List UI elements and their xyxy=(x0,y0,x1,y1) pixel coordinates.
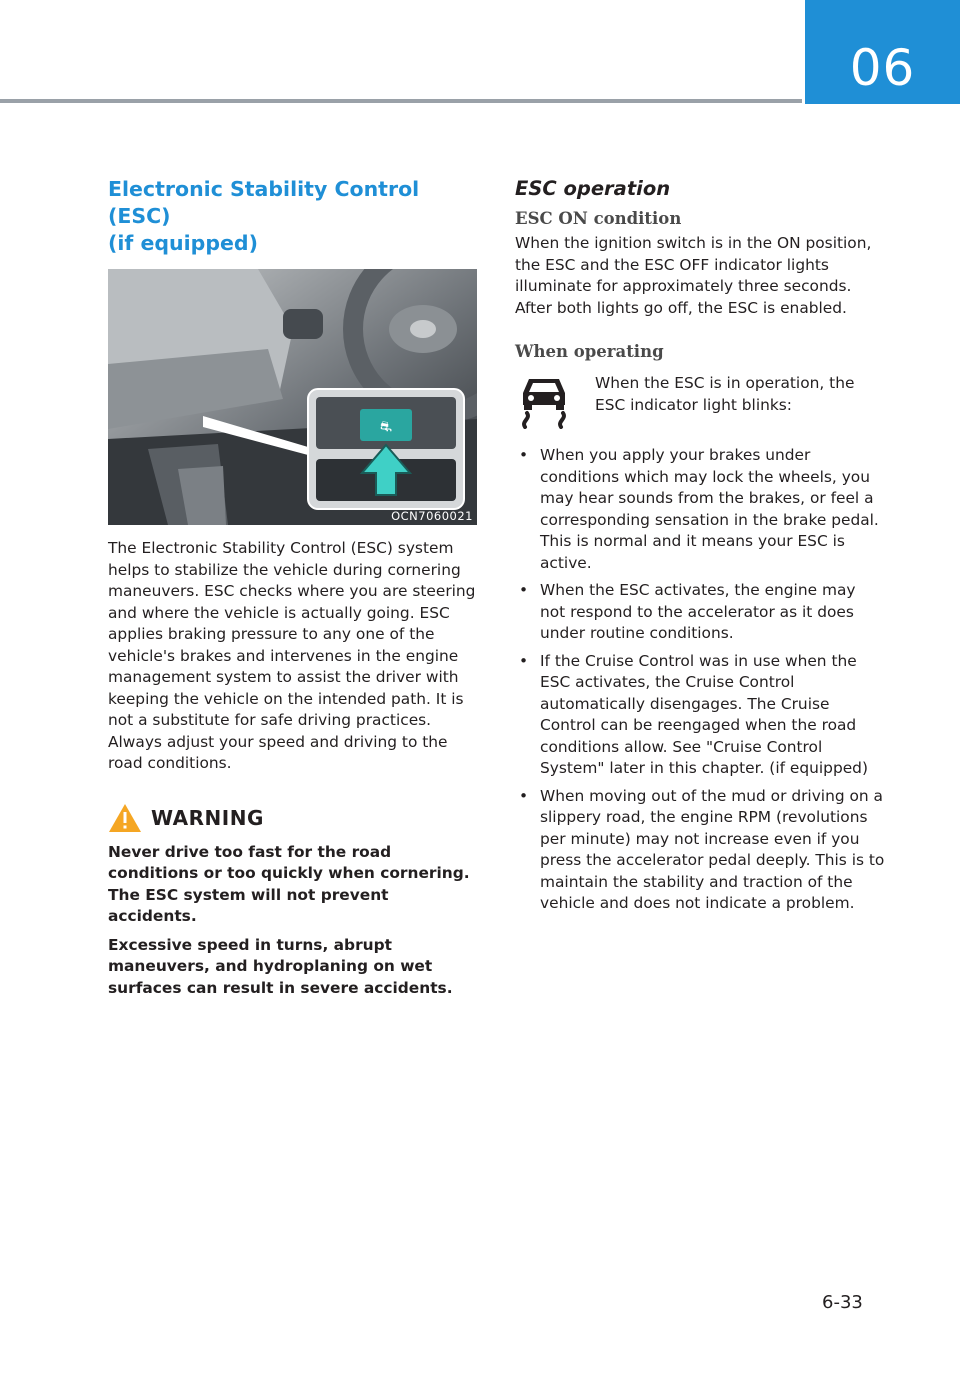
dashboard-illustration xyxy=(108,269,477,525)
list-item: • When you apply your brakes under conditions which may lock the wheels, you may hear sounds from the brakes, or feel a corresponding sensation in the brake pedal. This is normal and it means your ESC is active. xyxy=(515,445,885,574)
figure-code: OCN7060021 xyxy=(391,509,473,523)
warning-header xyxy=(108,803,480,833)
esc-operation-heading: ESC operation xyxy=(515,177,671,200)
esc-button-figure xyxy=(108,269,477,525)
warning-label: WARNING xyxy=(151,805,264,830)
operation-bullets xyxy=(515,445,885,915)
list-item: • When the ESC activates, the engine may not respond to the accelerator as it does under routine conditions. xyxy=(515,580,885,645)
section-title xyxy=(108,176,480,257)
warning-text-1: Never drive too fast for the road conditions or too quickly when cornering. The ESC system will not prevent accidents. xyxy=(108,842,470,925)
esc-description: The Electronic Stability Control (ESC) system helps to stabilize the vehicle during cornering maneuvers. ESC checks where you are steering and where the vehicle is actually going. ESC applies braking pressure to any one of the vehicle's brakes and intervenes in the engine management system to assist the driver with keeping the vehicle on the intended path. It is not a substitute for safe driving practices. Always adjust your speed and driving to the road conditions. xyxy=(108,539,476,772)
page-number: 6-33 xyxy=(822,1292,863,1313)
svg-text:⛐: ⛐ xyxy=(379,419,393,435)
esc-on-condition-heading: ESC ON condition xyxy=(515,209,682,228)
when-operating-heading: When operating xyxy=(515,342,664,361)
section-title-line2: (if equipped) xyxy=(108,231,258,255)
operating-row xyxy=(515,371,885,429)
operating-text: When the ESC is in operation, the ESC indicator light blinks: xyxy=(595,374,855,414)
header-rule xyxy=(0,99,802,103)
warning-text-2: Excessive speed in turns, abrupt maneuvers, and hydroplaning on wet surfaces can result in severe accidents. xyxy=(108,935,453,997)
list-item: • If the Cruise Control was in use when the ESC activates, the Cruise Control automatically disengages. The Cruise Control can be reengaged when the road conditions allow. See "Cruise Control System" later in this chapter. (if equipped) xyxy=(515,651,885,780)
esc-indicator-icon xyxy=(515,371,573,429)
chapter-number: 06 xyxy=(849,39,916,97)
right-column xyxy=(515,176,885,921)
left-column xyxy=(108,176,480,999)
warning-triangle-icon xyxy=(108,803,142,833)
section-title-line1: Electronic Stability Control (ESC) xyxy=(108,177,420,228)
esc-on-condition-text: When the ignition switch is in the ON position, the ESC and the ESC OFF indicator lights illuminate for approximately three seconds. After both lights go off, the ESC is enabled. xyxy=(515,234,872,317)
list-item: • When moving out of the mud or driving on a slippery road, the engine RPM (revolutions per minute) may not increase even if you press the accelerator pedal deeply. This is to maintain the stability and traction of the vehicle and does not indicate a problem. xyxy=(515,786,885,915)
chapter-tab xyxy=(805,0,960,104)
